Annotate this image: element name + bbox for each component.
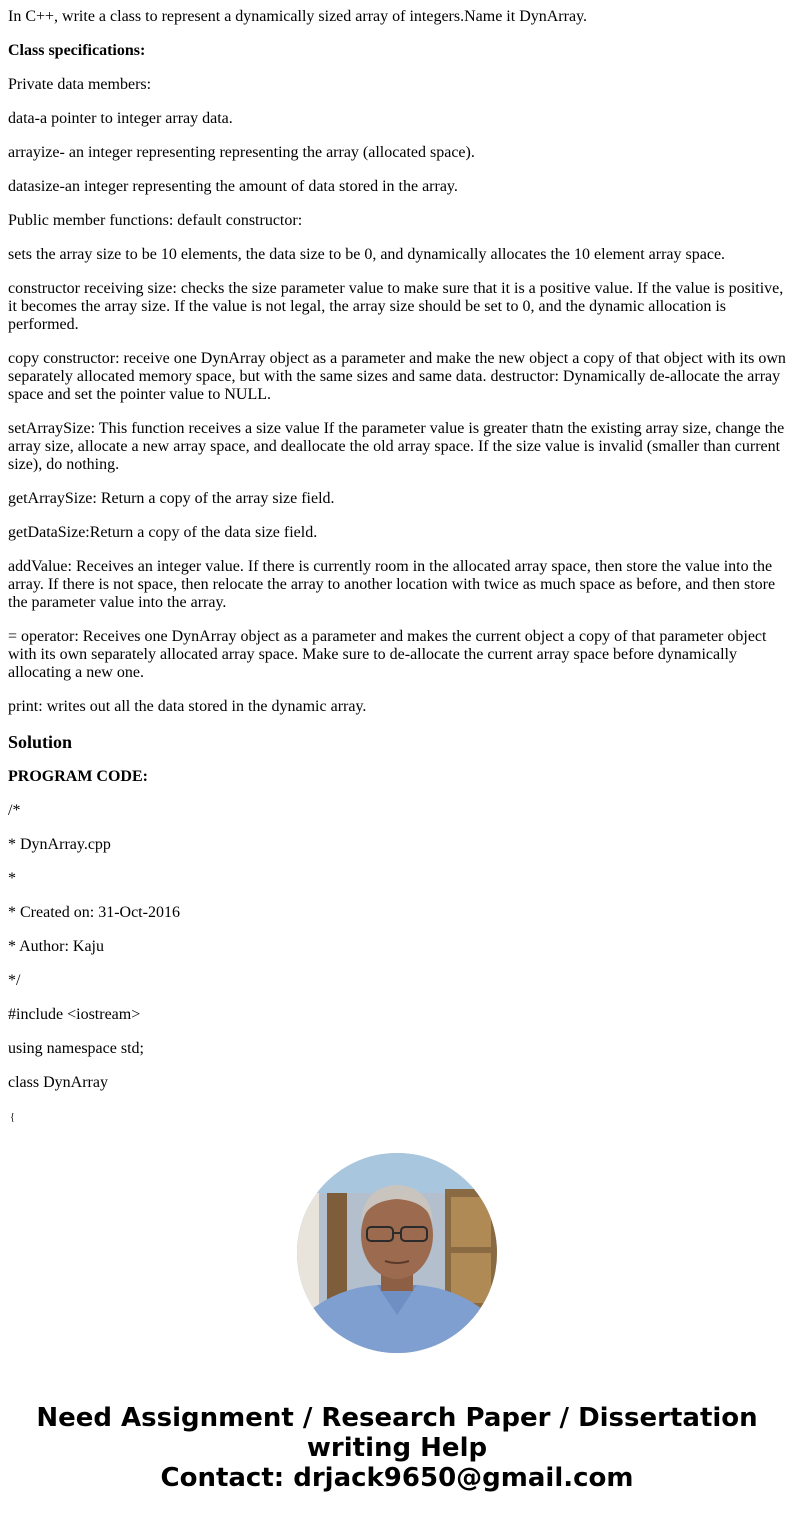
code-line: * Created on: 31-Oct-2016 — [8, 904, 180, 921]
code-line: #include <iostream> — [8, 1006, 141, 1023]
spec-paragraph: print: writes out all the data stored in the dynamic array. — [8, 698, 367, 715]
spec-paragraph: data-a pointer to integer array data. — [8, 110, 233, 127]
spec-paragraph: addValue: Receives an integer value. If there is currently room in the allocated array space, then store the value into the array. If there is not space, then relocate the array to another location with twice as much space as before, and then store the parameter value into the array. — [8, 558, 776, 611]
spec-heading: Class specifications: — [8, 42, 146, 59]
promo-contact: Contact: drjack9650@gmail.com — [160, 1463, 634, 1493]
code-line: using namespace std; — [8, 1040, 144, 1057]
code-line: * DynArray.cpp — [8, 836, 111, 853]
promo-banner — [0, 1403, 794, 1493]
solution-heading: Solution — [8, 732, 73, 752]
spec-paragraph: Public member functions: default constructor: — [8, 212, 303, 229]
spec-paragraph: getArraySize: Return a copy of the array size field. — [8, 490, 335, 507]
spec-paragraph: setArraySize: This function receives a size value If the parameter value is greater thatn the existing array size, change the array size, allocate a new array space, and deallocate the old array space. If the size value is invalid (smaller than current size), do nothing. — [8, 420, 785, 473]
document-content — [8, 8, 788, 1108]
spec-paragraph: sets the array size to be 10 elements, the data size to be 0, and dynamically allocates the 10 element array space. — [8, 246, 726, 263]
code-line: class DynArray — [8, 1074, 108, 1091]
author-avatar — [297, 1153, 497, 1353]
spec-paragraph: copy constructor: receive one DynArray object as a parameter and make the new object a copy of that object with its own separately allocated memory space, but with the same sizes and same data. destructor: Dynamically de-allocate the array space and set the pointer value to NULL. — [8, 350, 786, 403]
cut-off-brace: { — [10, 1112, 15, 1123]
code-line: * — [8, 870, 16, 887]
promo-line: Need Assignment / Research Paper / Dissertation — [36, 1403, 758, 1433]
spec-paragraph: = operator: Receives one DynArray object as a parameter and makes the current object a copy of that parameter object with its own separately allocated array space. Make sure to de-allocate the current array space before dynamically allocating a new one. — [8, 628, 767, 681]
spec-paragraph: arrayize- an integer representing representing the array (allocated space). — [8, 144, 475, 161]
promo-line: writing Help — [306, 1433, 488, 1463]
content-cutoff — [0, 1112, 794, 1152]
spec-paragraph: datasize-an integer representing the amount of data stored in the array. — [8, 178, 458, 195]
spec-paragraph: getDataSize:Return a copy of the data size field. — [8, 524, 318, 541]
question-intro: In C++, write a class to represent a dynamically sized array of integers.Name it DynArray. — [8, 8, 588, 25]
code-line: */ — [8, 972, 21, 989]
code-line: /* — [8, 802, 21, 819]
program-code-heading: PROGRAM CODE: — [8, 768, 148, 785]
spec-paragraph: Private data members: — [8, 76, 152, 93]
spec-paragraph: constructor receiving size: checks the size parameter value to make sure that it is a positive value. If the value is positive, it becomes the array size. If the value is not legal, the array size should be set to 0, and the dynamic allocation is performed. — [8, 280, 784, 333]
code-line: * Author: Kaju — [8, 938, 104, 955]
